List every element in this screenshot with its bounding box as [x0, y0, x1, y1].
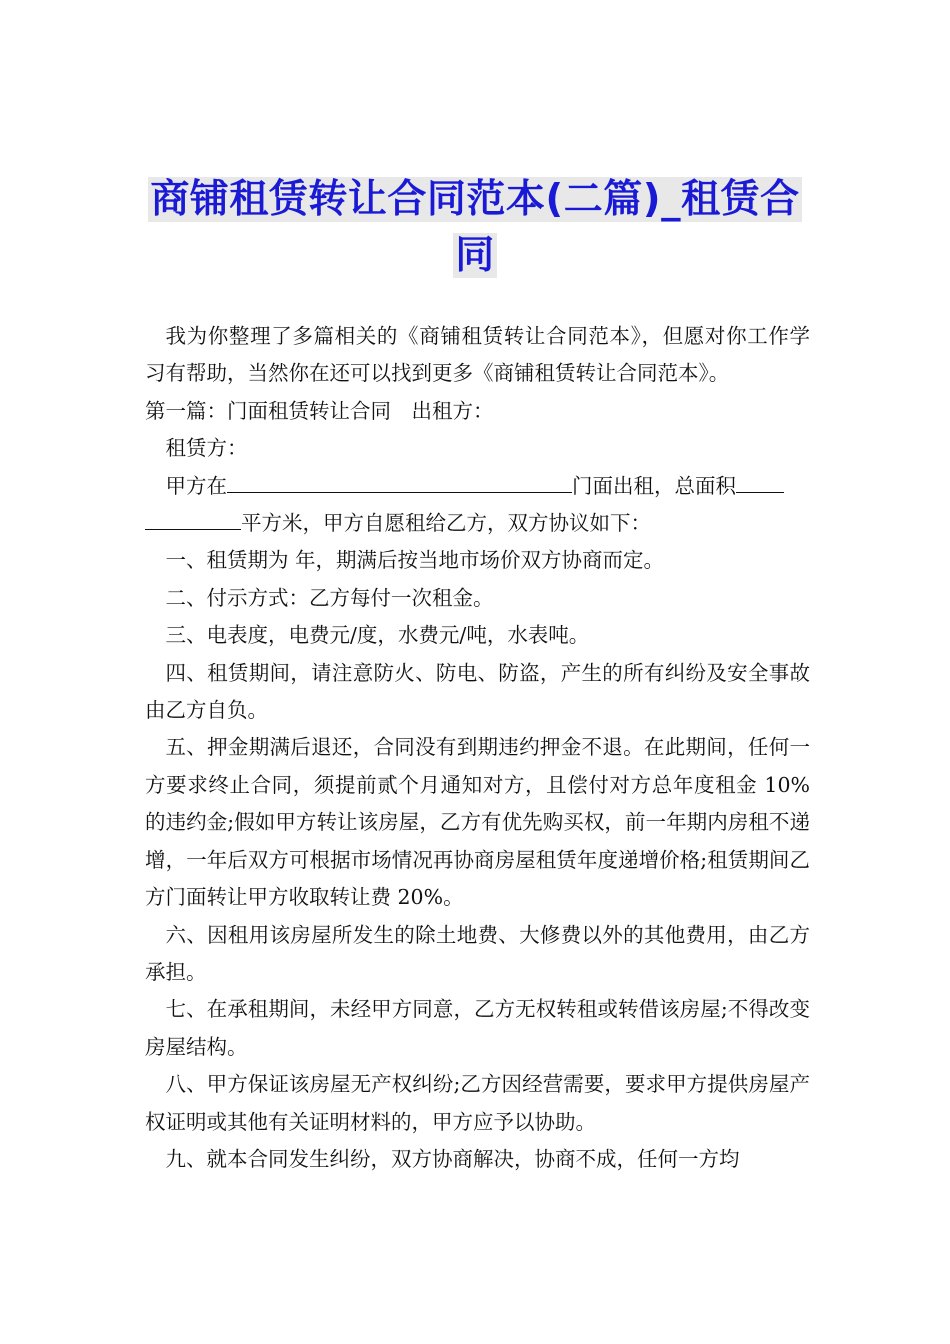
lessor-clause: [145, 468, 810, 543]
area-blank-1: [736, 468, 784, 493]
clause-1: 一、租赁期为 年，期满后按当地市场价双方协商而定。: [165, 548, 665, 573]
area-blank-2: [145, 505, 241, 530]
lessor-clause-a: 甲方在: [165, 473, 227, 498]
intro-paragraph: 我为你整理了多篇相关的《商铺租赁转让合同范本》，但愿对你工作学习有帮助，当然你在还可以找到更多《商铺租赁转让合同范本》。: [145, 324, 810, 386]
clause-3: 三、电表度，电费元/度，水费元/吨，水表吨。: [165, 623, 590, 648]
lessor-clause-b: 门面出租，总面积: [572, 473, 736, 498]
document-body: [145, 318, 810, 1178]
title-line-2: 同: [455, 233, 495, 278]
clause-6: 六、因租用该房屋所发生的除土地费、大修费以外的其他费用，由乙方承担。: [145, 922, 810, 984]
clause-9: 九、就本合同发生纠纷，双方协商解决，协商不成，任何一方均: [165, 1146, 740, 1171]
part-heading: 第一篇：门面租赁转让合同 出租方：: [145, 398, 494, 423]
title-line-1: 商铺租赁转让合同范本(二篇)_租赁合: [150, 177, 800, 222]
clause-5: 五、押金期满后退还，合同没有到期违约押金不退。在此期间，任何一方要求终止合同，须提前贰个月通知对方，且偿付对方总年度租金 10%的违约金;假如甲方转让该房屋，乙方有优先购买权，前一年期内房租不递增，一年后双方可根据市场情况再协商房屋租赁年度递增价格;租赁期间乙方门面转让甲方收取转让费 20%。: [145, 735, 810, 910]
clause-8: 八、甲方保证该房屋无产权纠纷;乙方因经营需要，要求甲方提供房屋产权证明或其他有关证明材料的，甲方应予以协助。: [145, 1072, 810, 1134]
lessee-line: 租赁方：: [165, 436, 248, 461]
clause-7: 七、在承租期间，未经甲方同意，乙方无权转租或转借该房屋;不得改变房屋结构。: [145, 997, 810, 1059]
location-blank: [227, 468, 572, 493]
clause-2: 二、付示方式：乙方每付一次租金。: [165, 585, 494, 610]
clause-4: 四、租赁期间，请注意防火、防电、防盗，产生的所有纠纷及安全事故由乙方自负。: [145, 660, 810, 723]
document-title: [120, 172, 830, 284]
lessor-clause-c: 平方米，甲方自愿租给乙方，双方协议如下：: [241, 511, 651, 536]
